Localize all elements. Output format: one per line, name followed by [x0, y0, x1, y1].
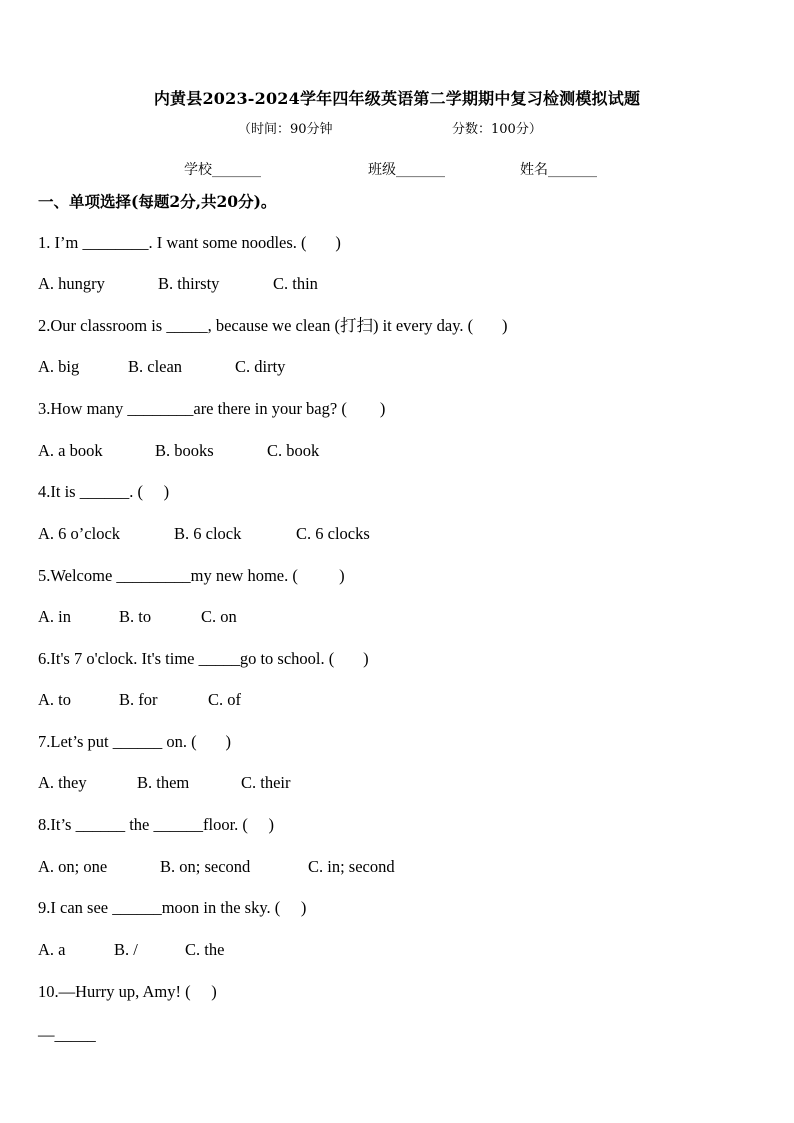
option-c: C. on	[201, 607, 237, 626]
option-b: B. books	[155, 441, 214, 460]
option-b: B. for	[119, 690, 158, 709]
options-8	[38, 857, 758, 879]
option-a: A. in	[38, 607, 71, 626]
question-8: 8.It’s ______ the ______floor. ( )	[38, 815, 275, 834]
question-10: 10.—Hurry up, Amy! ( )	[38, 982, 217, 1001]
option-c: C. thin	[273, 274, 318, 293]
class-field: 班级_______	[368, 162, 445, 178]
option-c: C. dirty	[235, 357, 286, 376]
option-a: A. they	[38, 773, 87, 792]
option-a: A. big	[38, 357, 80, 376]
question-5: 5.Welcome _________my new home. ( )	[38, 566, 345, 585]
options-6	[38, 690, 758, 712]
option-b: B. them	[137, 773, 190, 792]
option-b: B. to	[119, 607, 152, 626]
options-2	[38, 357, 758, 379]
option-c: C. of	[208, 690, 241, 709]
option-a: A. 6 o’clock	[38, 524, 121, 543]
option-c: C. in; second	[308, 857, 395, 876]
options-9	[38, 940, 758, 962]
option-a: A. a	[38, 940, 66, 959]
section-title: 一、单项选择(每题2分,共20分)。	[38, 192, 277, 211]
answer-line-10: —_____	[38, 1025, 96, 1044]
option-a: A. to	[38, 690, 71, 709]
options-5	[38, 607, 758, 629]
option-b: B. thirsty	[158, 274, 220, 293]
options-4	[38, 524, 758, 546]
option-b: B. clean	[128, 357, 183, 376]
question-2: 2.Our classroom is _____, because we clean (打扫) it every day. ( )	[38, 316, 508, 335]
option-b: B. 6 clock	[174, 524, 242, 543]
question-9: 9.I can see ______moon in the sky. ( )	[38, 898, 307, 917]
school-field: 学校_______	[184, 162, 261, 178]
question-7: 7.Let’s put ______ on. ( )	[38, 732, 231, 751]
exam-score: 分数：100分）	[452, 122, 542, 137]
option-a: A. on; one	[38, 857, 108, 876]
exam-time: （时间：90分钟	[238, 122, 333, 137]
option-c: C. 6 clocks	[296, 524, 370, 543]
option-b: B. on; second	[160, 857, 251, 876]
option-a: A. a book	[38, 441, 103, 460]
question-3: 3.How many ________are there in your bag? ( )	[38, 399, 386, 418]
question-4: 4.It is ______. ( )	[38, 482, 170, 501]
options-1	[38, 274, 758, 296]
question-6: 6.It's 7 o'clock. It's time _____go to school. ( )	[38, 649, 369, 668]
option-c: C. the	[185, 940, 225, 959]
options-3	[38, 441, 758, 463]
name-field: 姓名_______	[520, 162, 597, 178]
options-7	[38, 773, 758, 795]
option-c: C. book	[267, 441, 320, 460]
option-b: B. /	[114, 940, 138, 959]
option-a: A. hungry	[38, 274, 105, 293]
option-c: C. their	[241, 773, 291, 792]
question-1: 1. I’m ________. I want some noodles. ( )	[38, 233, 341, 252]
exam-title: 内黄县2023-2024学年四年级英语第二学期期中复习检测模拟试题	[153, 89, 641, 108]
